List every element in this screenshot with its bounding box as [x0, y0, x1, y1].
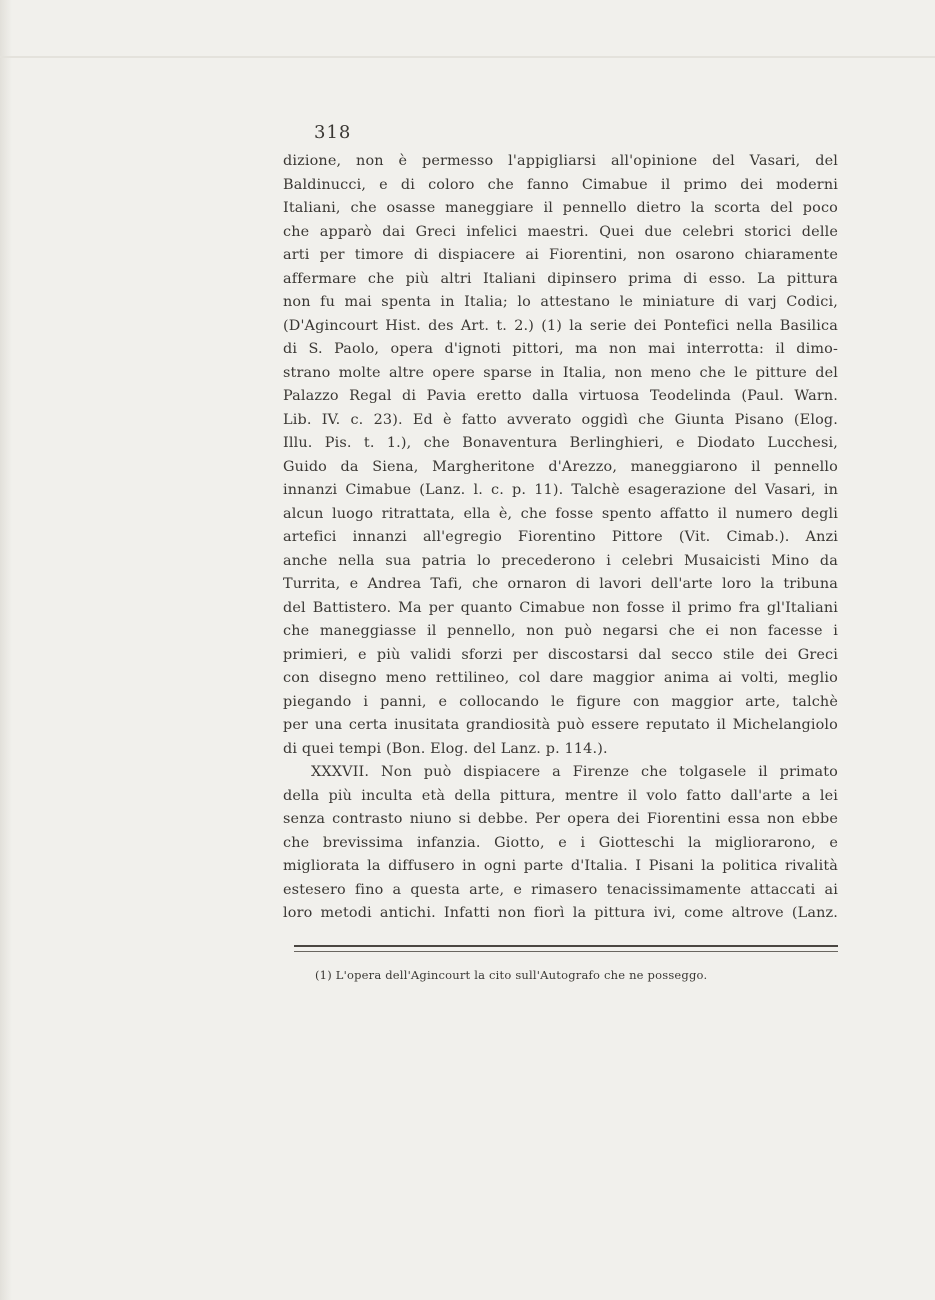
text-line: (D'Agincourt Hist. des Art. t. 2.) (1) la serie dei Pontefici nella Basilica: [283, 317, 838, 334]
text-line: non fu mai spenta in Italia; lo attestano le miniature di varj Codici,: [283, 294, 838, 310]
body-text: [283, 150, 838, 926]
footnote: (1) L'opera dell'Agincourt la cito sull'Autografo che ne posseggo.: [315, 968, 708, 982]
text-line: Italiani, che osasse maneggiare il pennello dietro la scorta del poco: [283, 200, 838, 216]
section-heading-line: XXXVII. Non può dispiacere a Firenze che tolgasele il primato: [311, 764, 838, 780]
text-line: senza contrasto niuno si debbe. Per opera dei Fiorentini essa non ebbe: [283, 811, 838, 827]
text-line: Palazzo Regal di Pavia eretto dalla virtuosa Teodelinda (Paul. Warn.: [283, 388, 838, 404]
text-line: che brevissima infanzia. Giotto, e i Giotteschi la migliorarono, e: [283, 834, 838, 851]
text-line: con disegno meno rettilineo, col dare maggior anima ai volti, meglio: [283, 670, 838, 686]
text-line: per una certa inusitata grandiosità può essere reputato il Michelangiolo: [283, 717, 838, 733]
footnote-rule: [294, 945, 838, 947]
text-line: dizione, non è permesso l'appigliarsi all'opinione del Vasari, del: [283, 153, 838, 169]
text-line: migliorata la diffusero in ogni parte d'Italia. I Pisani la politica rivalità: [283, 858, 838, 874]
paper-fold-line: [0, 56, 935, 58]
text-line: loro metodi antichi. Infatti non fiorì la pittura ivi, come altrove (Lanz.: [283, 905, 838, 921]
footnote-rule-thin: [294, 951, 838, 952]
text-line: di S. Paolo, opera d'ignoti pittori, ma non mai interrotta: il dimo-: [283, 341, 838, 357]
text-line: di quei tempi (Bon. Elog. del Lanz. p. 114.).: [283, 740, 608, 757]
text-line: che apparò dai Greci infelici maestri. Quei due celebri storici delle: [283, 223, 838, 240]
text-line: Guido da Siena, Margheritone d'Arezzo, maneggiarono il pennello: [283, 458, 838, 475]
text-line: che maneggiasse il pennello, non può negarsi che ei non facesse i: [283, 623, 838, 639]
text-line: artefici innanzi all'egregio Fiorentino Pittore (Vit. Cimab.). Anzi: [283, 529, 838, 545]
page-number: 318: [314, 122, 352, 143]
text-line: del Battistero. Ma per quanto Cimabue non fosse il primo fra gl'Italiani: [283, 599, 838, 616]
text-line: estesero fino a questa arte, e rimasero tenacissimamente attaccati ai: [283, 881, 838, 898]
text-line: alcun luogo ritrattata, ella è, che fosse spento affatto il numero degli: [283, 505, 838, 522]
text-line: primieri, e più validi sforzi per discostarsi dal secco stile dei Greci: [283, 646, 838, 663]
text-line: Lib. IV. c. 23). Ed è fatto avverato oggidì che Giunta Pisano (Elog.: [283, 411, 838, 428]
text-line: Illu. Pis. t. 1.), che Bonaventura Berlinghieri, e Diodato Lucchesi,: [283, 435, 838, 451]
text-line: Turrita, e Andrea Tafi, che ornaron di lavori dell'arte loro la tribuna: [283, 576, 838, 592]
text-line: anche nella sua patria lo precederono i celebri Musaicisti Mino da: [283, 552, 838, 569]
text-line: Baldinucci, e di coloro che fanno Cimabue il primo dei moderni: [283, 176, 838, 193]
text-line: piegando i panni, e collocando le figure con maggior arte, talchè: [283, 693, 838, 710]
text-line: della più inculta età della pittura, mentre il volo fatto dall'arte a lei: [283, 787, 838, 804]
text-line: arti per timore di dispiacere ai Fiorentini, non osarono chiaramente: [283, 247, 838, 263]
text-line: innanzi Cimabue (Lanz. l. c. p. 11). Talchè esagerazione del Vasari, in: [283, 482, 838, 498]
text-line: affermare che più altri Italiani dipinsero prima di esso. La pittura: [283, 270, 838, 287]
page-edge-shadow: [0, 0, 12, 1300]
text-line: strano molte altre opere sparse in Italia, non meno che le pitture del: [283, 364, 838, 381]
